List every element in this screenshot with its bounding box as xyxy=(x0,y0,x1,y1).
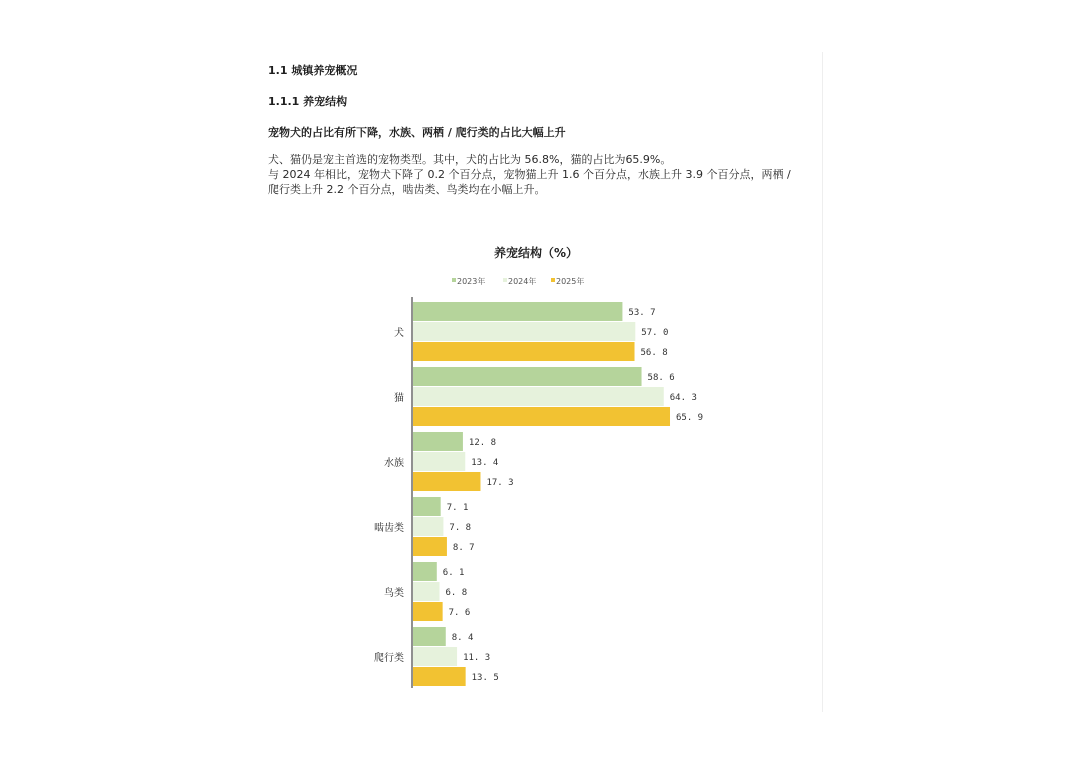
data-label: 17. 3 xyxy=(486,478,514,488)
legend-swatch xyxy=(503,278,507,282)
data-label: 57. 0 xyxy=(641,328,669,338)
bar xyxy=(413,537,447,556)
data-label: 13. 5 xyxy=(471,673,499,683)
bar xyxy=(413,452,465,471)
data-label: 7. 1 xyxy=(446,503,469,513)
data-label: 56. 8 xyxy=(640,348,668,358)
legend-label: 2025年 xyxy=(556,277,585,286)
bar xyxy=(413,497,441,516)
bar xyxy=(413,342,635,361)
bar xyxy=(413,472,480,491)
legend-swatch xyxy=(551,278,555,282)
data-label: 8. 4 xyxy=(451,633,474,643)
data-label: 64. 3 xyxy=(669,393,697,403)
data-label: 6. 1 xyxy=(442,568,465,578)
data-label: 65. 9 xyxy=(676,413,704,423)
subsection-heading: 1.1.1 养宠结构 xyxy=(268,95,348,108)
legend-label: 2024年 xyxy=(508,277,537,286)
paragraph-line: 犬、猫仍是宠主首选的宠物类型。其中，犬的占比为 56.8%，猫的占比为65.9%。 xyxy=(268,153,672,166)
section-heading: 1.1 城镇养宠概况 xyxy=(268,64,358,77)
finding-heading: 宠物犬的占比有所下降，水族、两栖 / 爬行类的占比大幅上升 xyxy=(268,126,566,139)
category-label: 水族 xyxy=(384,458,404,469)
bar xyxy=(413,602,443,621)
bar xyxy=(413,517,443,536)
category-label: 犬 xyxy=(394,328,404,339)
chart-title: 养宠结构（%） xyxy=(493,246,579,260)
bar xyxy=(413,432,463,451)
legend-swatch xyxy=(452,278,456,282)
category-label: 鸟类 xyxy=(384,588,404,599)
bar xyxy=(413,302,622,321)
bar xyxy=(413,627,446,646)
data-label: 7. 8 xyxy=(449,523,472,533)
data-label: 7. 6 xyxy=(448,608,471,618)
data-label: 53. 7 xyxy=(628,308,656,318)
paragraph-line: 与 2024 年相比，宠物犬下降了 0.2 个百分点，宠物猫上升 1.6 个百分点，水族上升 3.9 个百分点，两栖 / xyxy=(268,168,791,181)
bar xyxy=(413,582,440,601)
bar xyxy=(413,667,466,686)
data-label: 58. 6 xyxy=(647,373,675,383)
paragraph-line: 爬行类上升 2.2 个百分点，啮齿类、鸟类均在小幅上升。 xyxy=(268,183,546,196)
bar xyxy=(413,367,642,386)
data-label: 11. 3 xyxy=(463,653,491,663)
chart-legend xyxy=(452,276,584,286)
data-label: 13. 4 xyxy=(471,458,499,468)
bar xyxy=(413,387,664,406)
bar xyxy=(413,562,437,581)
category-label: 啮齿类 xyxy=(374,523,404,534)
bar xyxy=(413,322,635,341)
data-label: 12. 8 xyxy=(468,438,497,448)
bar xyxy=(413,407,670,426)
data-label: 8. 7 xyxy=(452,543,475,553)
category-label: 猫 xyxy=(394,393,404,404)
bar xyxy=(413,647,457,666)
data-label: 6. 8 xyxy=(445,588,468,598)
chart-bars xyxy=(374,302,703,686)
legend-label: 2023年 xyxy=(457,277,486,286)
category-label: 爬行类 xyxy=(374,653,404,664)
